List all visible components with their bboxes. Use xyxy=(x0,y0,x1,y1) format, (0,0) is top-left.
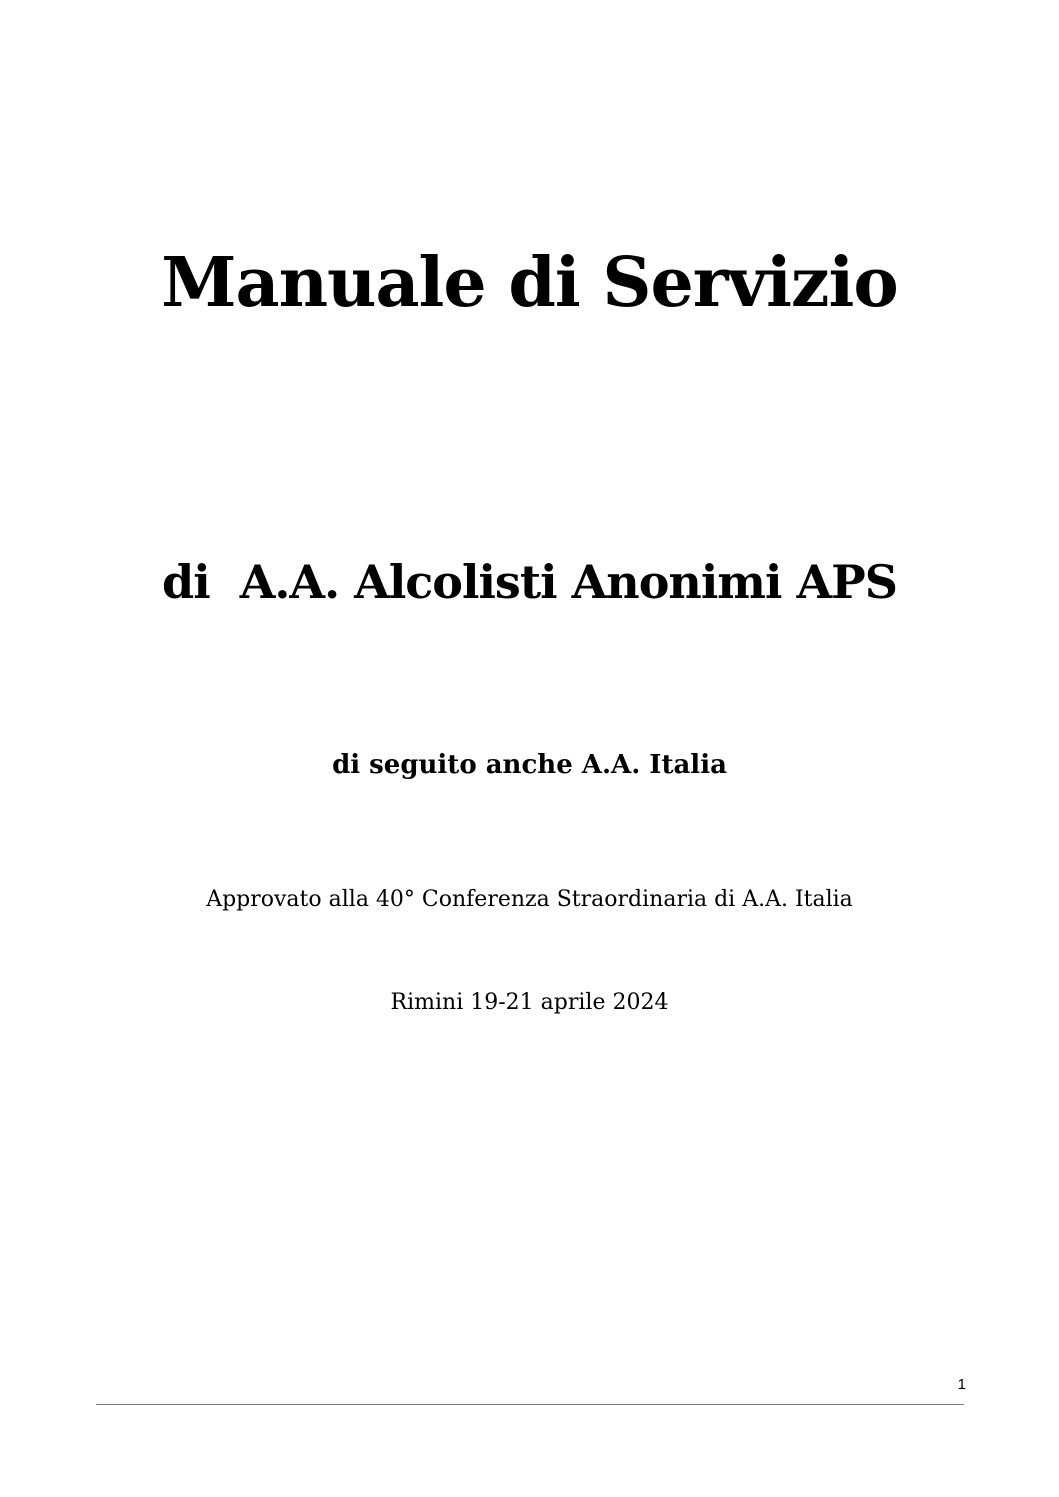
footer-divider xyxy=(96,1404,964,1405)
approval-note: Approvato alla 40° Conferenza Straordinaria di A.A. Italia xyxy=(206,887,853,912)
date-place: Rimini 19-21 aprile 2024 xyxy=(390,990,669,1015)
document-secondary-line: di seguito anche A.A. Italia xyxy=(332,750,727,780)
document-subtitle: di A.A. Alcolisti Anonimi APS xyxy=(162,555,897,609)
document-title: Manuale di Servizio xyxy=(161,243,898,323)
page-number: 1 xyxy=(957,1376,966,1393)
